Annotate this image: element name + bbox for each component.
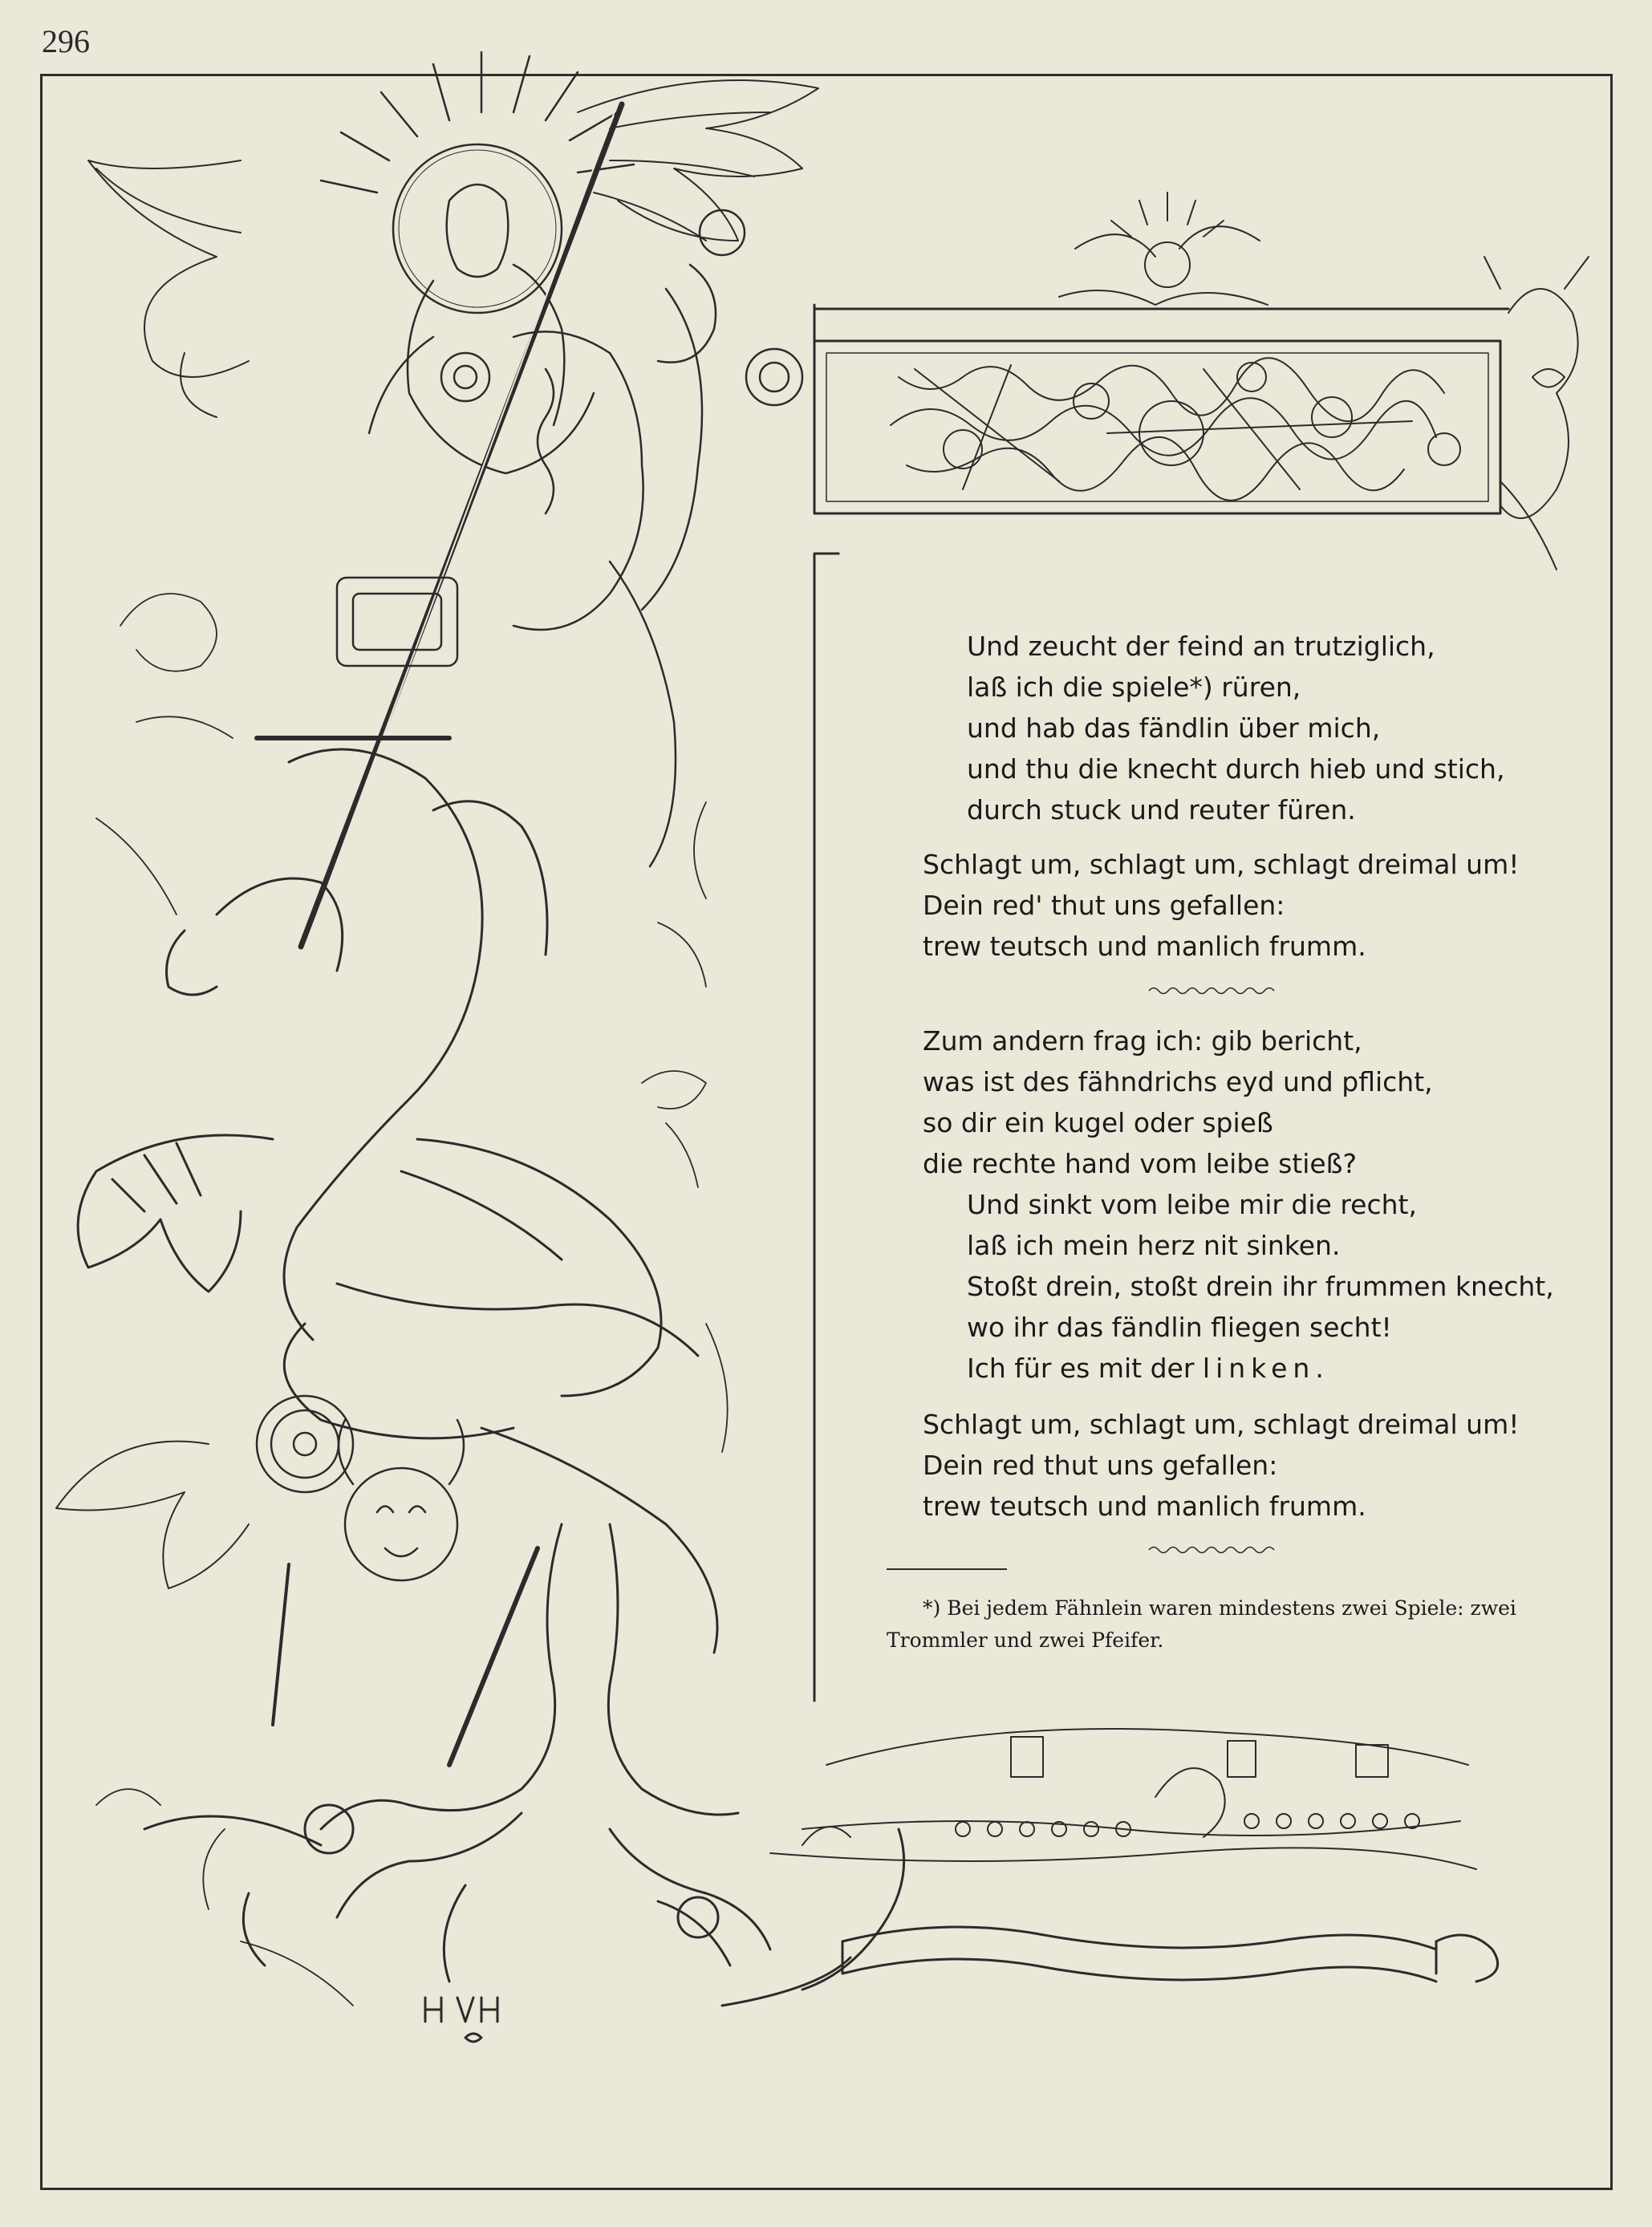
refrain-1 (923, 844, 1613, 967)
verse-line: und thu die knecht durch hieb und stich, (967, 753, 1505, 785)
stanza-1 (923, 626, 1613, 830)
verse-text: . (1315, 1353, 1324, 1384)
verse-text: Ich für es mit der (967, 1353, 1203, 1384)
cherub-ornament (1059, 193, 1268, 305)
verse-line: Schlagt um, schlagt um, schlagt dreimal um! (923, 849, 1520, 880)
page-number: 296 (42, 23, 90, 59)
lower-wing (56, 1442, 538, 1765)
verse-line: trew teutsch und manlich frumm. (923, 1491, 1366, 1522)
verse-line: die rechte hand vom leibe stieß? (923, 1148, 1357, 1179)
artist-signature-mark (425, 1998, 497, 2042)
verse-line: Und sinkt vom leibe mir die recht, (967, 1189, 1417, 1220)
battleship-scene (770, 1729, 1476, 1869)
verse-line: Dein red' thut uns gefallen: (923, 890, 1285, 921)
footnote-rule (887, 1568, 1007, 1570)
dragon-figure (78, 749, 717, 1653)
saint-figure (369, 144, 594, 473)
banner-battle-scene (891, 358, 1460, 501)
verse-line: Und zeucht der feind an trutziglich, (967, 631, 1435, 662)
verse-line: was ist des fähndrichs eyd und pflicht, (923, 1066, 1433, 1097)
wavy-divider (1147, 985, 1276, 996)
verse-line: Schlagt um, schlagt um, schlagt dreimal um! (923, 1409, 1520, 1440)
bottom-scroll (722, 1829, 1498, 2006)
stanza-2 (923, 1020, 1613, 1389)
armored-knight (257, 210, 802, 866)
verse-line-final (923, 1348, 1613, 1389)
verse-line: wo ihr das fändlin fliegen secht! (967, 1312, 1392, 1343)
footnote-line: Trommler und zwei Pfeifer. (887, 1629, 1164, 1652)
shield-and-lion (257, 1396, 464, 1580)
emphasized-word: linken (1202, 1353, 1316, 1384)
verse-line: laß ich mein herz nit sinken. (967, 1230, 1341, 1261)
tree-trunk-roots (144, 1524, 770, 1982)
verse-line: Zum andern frag ich: gib bericht, (923, 1025, 1362, 1057)
verse-line: trew teutsch und manlich frumm. (923, 931, 1366, 962)
wavy-divider (1147, 1544, 1276, 1556)
verse-line: und hab das fändlin über mich, (967, 712, 1381, 744)
verse-line: Stoßt drein, stoßt drein ihr frummen knecht, (967, 1271, 1554, 1302)
verse-line: durch stuck und reuter füren. (967, 794, 1356, 825)
refrain-2 (923, 1404, 1613, 1527)
text-frame-line (814, 554, 838, 1701)
angel-wings (88, 80, 818, 417)
verse-line: laß ich die spiele*) rüren, (967, 671, 1301, 703)
footnote-line: *) Bei jedem Fähnlein waren mindestens zwei Spiele: zwei (923, 1596, 1516, 1620)
foliage-scribbles (96, 594, 728, 2006)
banner-frame (814, 341, 1500, 513)
footnote (887, 1592, 1532, 1657)
verse-line: so dir ein kugel oder spieß (923, 1107, 1273, 1138)
verse-line: Dein red thut uns gefallen: (923, 1450, 1278, 1481)
sunburst-rays (321, 52, 634, 193)
